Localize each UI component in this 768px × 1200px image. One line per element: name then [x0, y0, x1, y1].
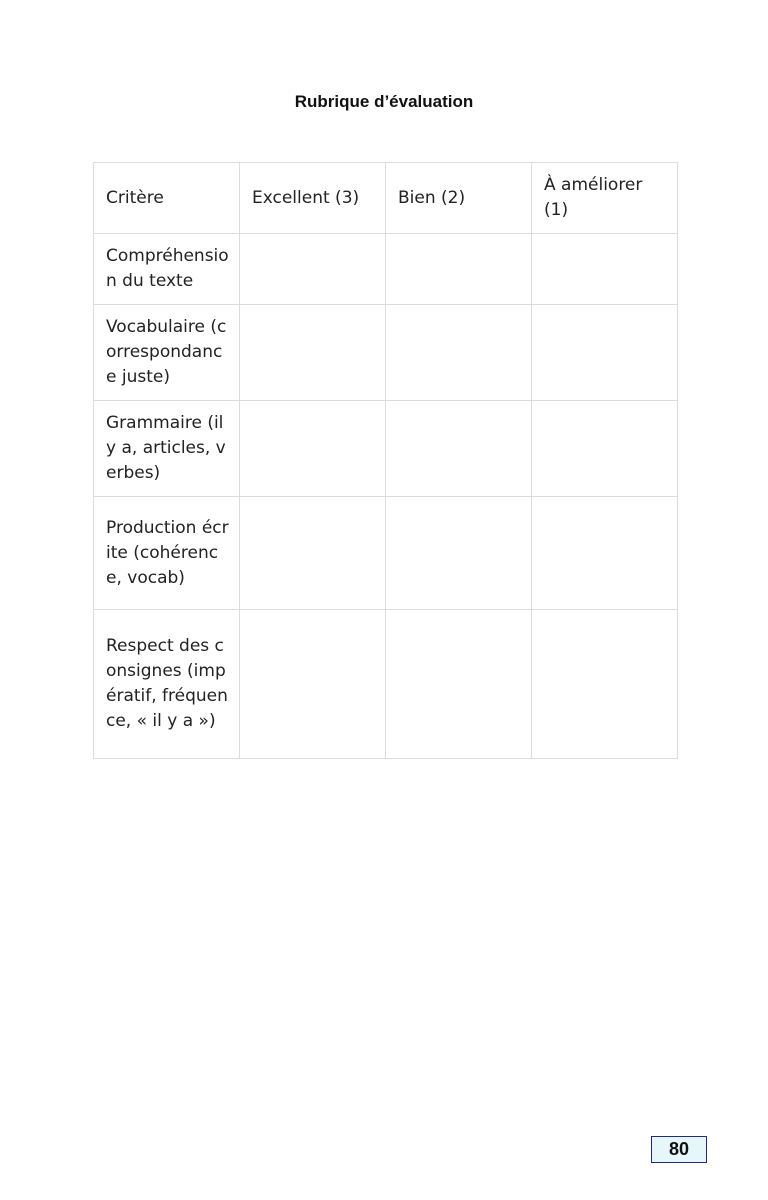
score-cell-excellent: [240, 610, 386, 759]
score-cell-excellent: [240, 401, 386, 497]
table-row: [94, 497, 678, 610]
score-cell-bien: [386, 305, 532, 401]
score-cell-ameliorer: [532, 610, 678, 759]
header-excellent: Excellent (3): [240, 163, 386, 234]
score-cell-excellent: [240, 305, 386, 401]
table-header-row: [94, 163, 678, 234]
page-title: Rubrique d’évaluation: [294, 92, 474, 111]
score-cell-bien: [386, 610, 532, 759]
criterion-cell: Respect des consignes (impératif, fréquence, « il y a »): [94, 610, 240, 759]
criterion-cell: Vocabulaire (correspondance juste): [94, 305, 240, 401]
header-criterion: Critère: [94, 163, 240, 234]
score-cell-bien: [386, 234, 532, 305]
page-number-badge: 80: [651, 1136, 707, 1163]
evaluation-rubric-table: [93, 162, 678, 759]
table-row: [94, 610, 678, 759]
score-cell-ameliorer: [532, 497, 678, 610]
score-cell-bien: [386, 497, 532, 610]
score-cell-bien: [386, 401, 532, 497]
criterion-cell: Compréhension du texte: [94, 234, 240, 305]
criterion-cell: Production écrite (cohérence, vocab): [94, 497, 240, 610]
header-ameliorer: À améliorer (1): [532, 163, 678, 234]
table-row: [94, 305, 678, 401]
score-cell-ameliorer: [532, 401, 678, 497]
table-row: [94, 234, 678, 305]
table-row: [94, 401, 678, 497]
score-cell-ameliorer: [532, 234, 678, 305]
score-cell-excellent: [240, 234, 386, 305]
score-cell-ameliorer: [532, 305, 678, 401]
score-cell-excellent: [240, 497, 386, 610]
criterion-cell: Grammaire (il y a, articles, verbes): [94, 401, 240, 497]
header-bien: Bien (2): [386, 163, 532, 234]
